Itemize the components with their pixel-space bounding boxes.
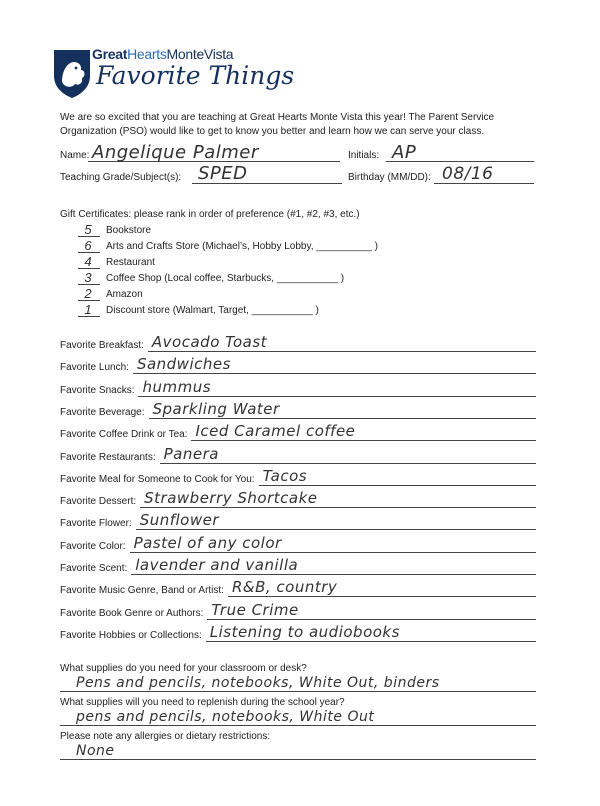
favorite-label: Favorite Book Genre or Authors: xyxy=(60,608,204,619)
favorite-row xyxy=(60,447,538,467)
gift-label: Restaurant xyxy=(106,257,155,268)
intro-text: We are so excited that you are teaching at Great Hearts Monte Vista this year! The Parent Service Organization (PSO) would like to get to know you better and learn how we can serve your class. xyxy=(60,112,495,137)
favorite-label: Favorite Hobbies or Collections: xyxy=(60,630,202,641)
gift-rank: 1 xyxy=(84,302,92,317)
grade-value: SPED xyxy=(198,163,248,184)
favorite-row xyxy=(60,603,538,623)
question-answer: None xyxy=(76,743,115,759)
gift-rank: 6 xyxy=(84,238,92,253)
favorite-label: Favorite Color: xyxy=(60,541,126,552)
favorite-row xyxy=(60,357,538,377)
favorite-label: Favorite Breakfast: xyxy=(60,340,144,351)
favorite-label: Favorite Coffee Drink or Tea: xyxy=(60,429,188,440)
favorite-label: Favorite Restaurants: xyxy=(60,452,156,463)
favorite-value: hummus xyxy=(142,378,212,396)
favorite-row xyxy=(60,536,538,556)
favorite-label: Favorite Snacks: xyxy=(60,385,135,396)
favorite-value: lavender and vanilla xyxy=(135,556,299,574)
favorite-label: Favorite Scent: xyxy=(60,563,128,574)
gift-label: Discount store (Walmart, Target, ___________ ) xyxy=(106,305,319,316)
favorite-row xyxy=(60,625,538,645)
brand-place: MonteVista xyxy=(166,46,234,62)
favorite-value: R&B, country xyxy=(231,578,338,596)
favorite-label: Favorite Beverage: xyxy=(60,407,145,418)
brand-great: Great xyxy=(92,46,128,62)
favorite-row xyxy=(60,513,538,533)
gift-label: Coffee Shop (Local coffee, Starbucks, ___________ ) xyxy=(106,273,345,284)
favorite-value: Panera xyxy=(163,445,219,463)
gift-rank: 3 xyxy=(84,270,92,285)
gift-row xyxy=(78,270,398,286)
question-answer: pens and pencils, notebooks, White Out xyxy=(76,709,375,725)
favorite-row xyxy=(60,424,538,444)
favorite-row xyxy=(60,469,538,489)
logo xyxy=(52,46,302,106)
favorite-label: Favorite Music Genre, Band or Artist: xyxy=(60,585,224,596)
name-label: Name: xyxy=(60,150,90,161)
favorite-label: Favorite Lunch: xyxy=(60,362,129,373)
brand-hearts: Hearts xyxy=(127,46,167,62)
favorite-value: Pastel of any color xyxy=(133,534,282,552)
gift-rank: 4 xyxy=(84,254,92,269)
favorite-row xyxy=(60,491,538,511)
favorite-value: Iced Caramel coffee xyxy=(195,422,356,440)
gift-row xyxy=(78,238,418,254)
favorite-value: Sunflower xyxy=(139,511,220,529)
question-label: What supplies will you need to replenish during the school year? xyxy=(60,697,345,708)
question-label: What supplies do you need for your classroom or desk? xyxy=(60,663,307,674)
favorite-row xyxy=(60,580,538,600)
favorite-row xyxy=(60,558,538,578)
page-title: Favorite Things xyxy=(96,61,295,90)
name-value: Angelique Palmer xyxy=(92,142,259,163)
favorite-value: Sandwiches xyxy=(136,355,231,373)
gift-row xyxy=(78,286,398,302)
favorite-value: True Crime xyxy=(211,601,299,619)
question-block xyxy=(60,731,538,763)
favorite-row xyxy=(60,335,538,355)
question-block xyxy=(60,697,538,729)
brand-name xyxy=(92,46,233,62)
gift-label: Bookstore xyxy=(106,225,152,236)
favorite-label: Favorite Meal for Someone to Cook for You: xyxy=(60,474,255,485)
initials-value: AP xyxy=(392,142,417,163)
gift-label: Arts and Crafts Store (Michael’s, Hobby Lobby, __________ ) xyxy=(106,241,379,252)
initials-label: Initials: xyxy=(348,150,380,161)
favorite-value: Strawberry Shortcake xyxy=(144,489,318,507)
question-block xyxy=(60,663,538,695)
birthday-label: Birthday (MM/DD): xyxy=(348,172,431,183)
birthday-value: 08/16 xyxy=(442,164,494,184)
gift-rank: 5 xyxy=(84,222,92,237)
favorite-label: Favorite Flower: xyxy=(60,518,132,529)
gift-label: Amazon xyxy=(106,289,143,300)
gift-row xyxy=(78,254,398,270)
favorite-row xyxy=(60,380,538,400)
favorite-value: Avocado Toast xyxy=(151,333,268,351)
gift-row xyxy=(78,222,398,238)
favorite-value: Listening to audiobooks xyxy=(209,623,400,641)
question-answer: Pens and pencils, notebooks, White Out, binders xyxy=(76,675,440,691)
gift-row xyxy=(78,302,398,318)
favorite-label: Favorite Dessert: xyxy=(60,496,137,507)
gift-rank: 2 xyxy=(84,286,92,301)
shield-lion-icon xyxy=(52,48,92,100)
favorite-value: Sparkling Water xyxy=(152,400,280,418)
favorite-value: Tacos xyxy=(262,467,308,485)
favorite-row xyxy=(60,402,538,422)
grade-label: Teaching Grade/Subject(s): xyxy=(60,172,182,183)
question-label: Please note any allergies or dietary restrictions: xyxy=(60,731,271,742)
gift-heading: Gift Certificates: please rank in order of preference (#1, #2, #3, etc.) xyxy=(60,209,360,220)
